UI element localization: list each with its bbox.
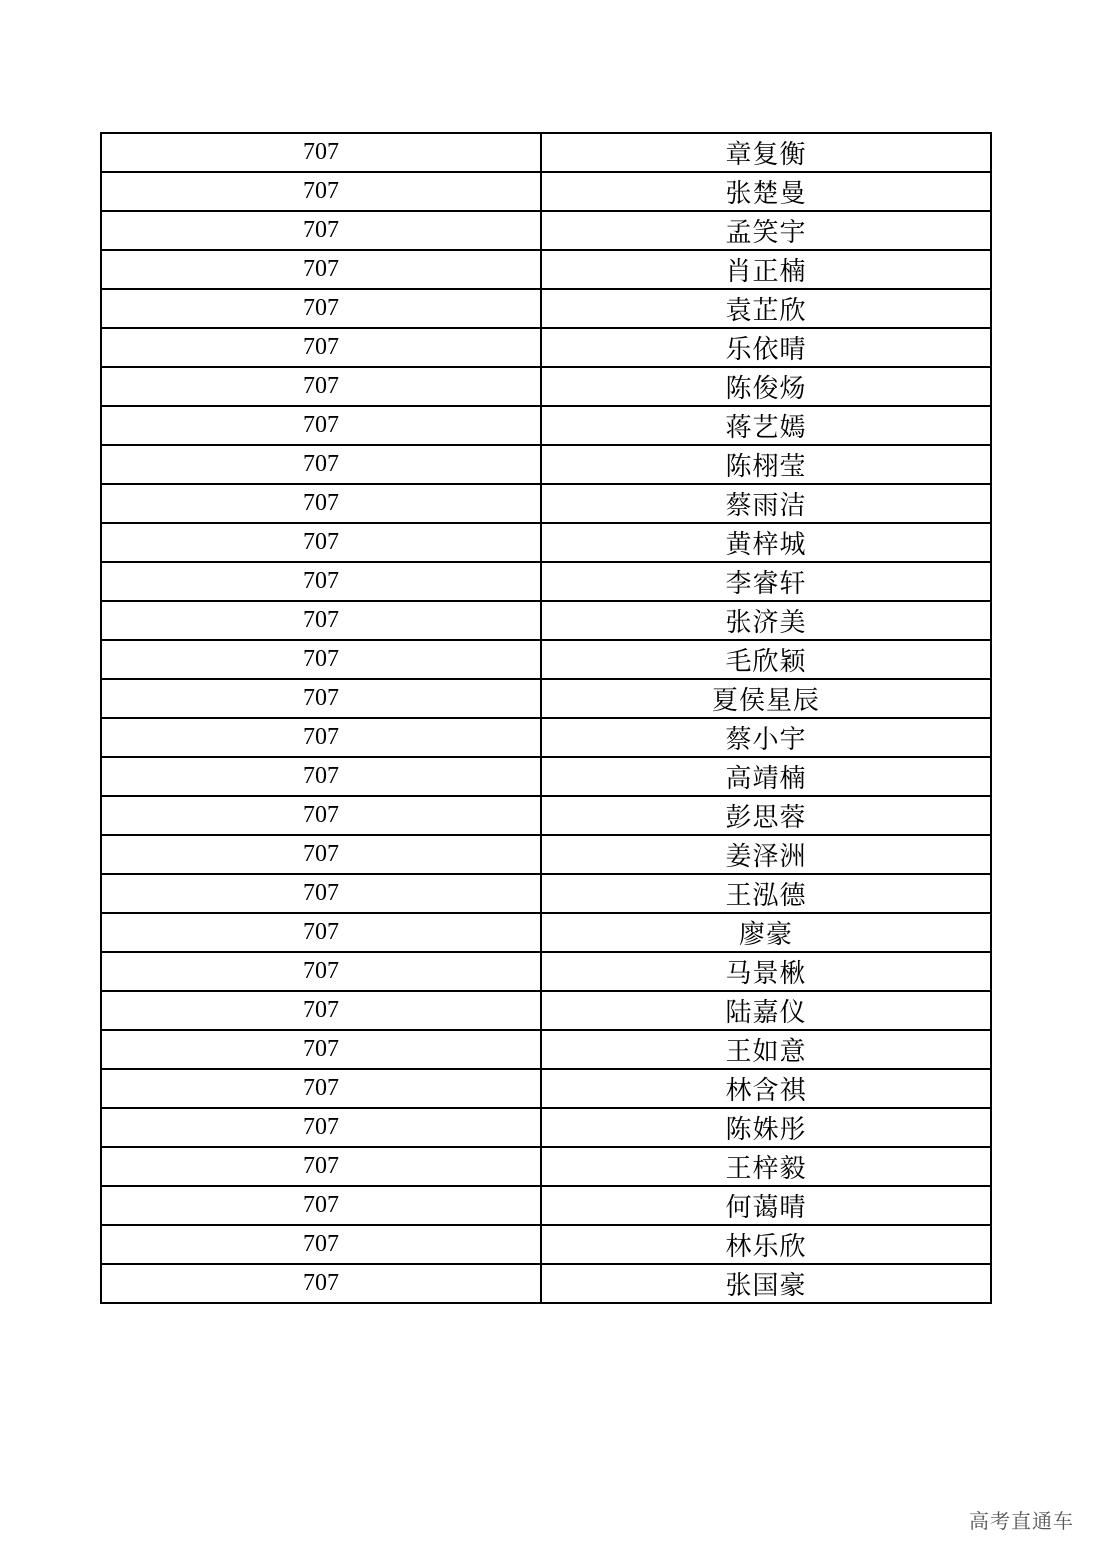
name-cell: 高靖楠 (541, 757, 991, 796)
score-cell: 707 (101, 835, 541, 874)
name-cell: 黄梓城 (541, 523, 991, 562)
name-cell: 李睿轩 (541, 562, 991, 601)
score-cell: 707 (101, 1108, 541, 1147)
score-cell: 707 (101, 1225, 541, 1264)
name-cell: 廖豪 (541, 913, 991, 952)
score-cell: 707 (101, 172, 541, 211)
table-row (101, 640, 991, 679)
name-cell: 王梓毅 (541, 1147, 991, 1186)
table-row (101, 1264, 991, 1303)
table-row (101, 874, 991, 913)
score-cell: 707 (101, 523, 541, 562)
name-cell: 林含祺 (541, 1069, 991, 1108)
table-row (101, 1069, 991, 1108)
name-cell: 姜泽洲 (541, 835, 991, 874)
score-cell: 707 (101, 796, 541, 835)
score-cell: 707 (101, 952, 541, 991)
name-cell: 蔡雨洁 (541, 484, 991, 523)
score-cell: 707 (101, 289, 541, 328)
score-cell: 707 (101, 250, 541, 289)
table-row (101, 1147, 991, 1186)
name-cell: 王泓德 (541, 874, 991, 913)
name-cell: 孟笑宇 (541, 211, 991, 250)
name-cell: 袁芷欣 (541, 289, 991, 328)
name-cell: 王如意 (541, 1030, 991, 1069)
table-row (101, 679, 991, 718)
table-row (101, 913, 991, 952)
table-body (101, 133, 991, 1303)
table-row (101, 601, 991, 640)
table-row (101, 1225, 991, 1264)
table-row (101, 172, 991, 211)
score-cell: 707 (101, 1186, 541, 1225)
score-table (100, 132, 992, 1304)
watermark-text: 高考直通车 (969, 1509, 1074, 1533)
table-row (101, 406, 991, 445)
name-cell: 何蔼晴 (541, 1186, 991, 1225)
name-cell: 马景楸 (541, 952, 991, 991)
table-row (101, 445, 991, 484)
score-cell: 707 (101, 640, 541, 679)
score-cell: 707 (101, 1030, 541, 1069)
score-cell: 707 (101, 991, 541, 1030)
score-cell: 707 (101, 562, 541, 601)
name-cell: 陈俊炀 (541, 367, 991, 406)
score-cell: 707 (101, 679, 541, 718)
table-row (101, 952, 991, 991)
score-cell: 707 (101, 211, 541, 250)
table-row (101, 133, 991, 172)
score-cell: 707 (101, 484, 541, 523)
score-cell: 707 (101, 367, 541, 406)
score-cell: 707 (101, 718, 541, 757)
score-cell: 707 (101, 1147, 541, 1186)
table-row (101, 757, 991, 796)
score-cell: 707 (101, 874, 541, 913)
score-cell: 707 (101, 328, 541, 367)
table-row (101, 1030, 991, 1069)
name-cell: 彭思蓉 (541, 796, 991, 835)
score-cell: 707 (101, 1069, 541, 1108)
table-row (101, 328, 991, 367)
table-row (101, 1108, 991, 1147)
name-cell: 肖正楠 (541, 250, 991, 289)
name-cell: 林乐欣 (541, 1225, 991, 1264)
table-row (101, 835, 991, 874)
table-row (101, 289, 991, 328)
name-cell: 张济美 (541, 601, 991, 640)
score-cell: 707 (101, 445, 541, 484)
table-row (101, 211, 991, 250)
table-row (101, 991, 991, 1030)
name-cell: 章复衡 (541, 133, 991, 172)
score-cell: 707 (101, 133, 541, 172)
table-row (101, 1186, 991, 1225)
score-cell: 707 (101, 1264, 541, 1303)
score-cell: 707 (101, 757, 541, 796)
name-cell: 夏侯星辰 (541, 679, 991, 718)
name-cell: 张楚曼 (541, 172, 991, 211)
table-row (101, 367, 991, 406)
table-row (101, 484, 991, 523)
name-cell: 蒋艺嫣 (541, 406, 991, 445)
table-row (101, 796, 991, 835)
score-cell: 707 (101, 601, 541, 640)
table-row (101, 562, 991, 601)
score-cell: 707 (101, 913, 541, 952)
name-cell: 陈栩莹 (541, 445, 991, 484)
score-cell: 707 (101, 406, 541, 445)
name-cell: 张国豪 (541, 1264, 991, 1303)
name-cell: 陈姝彤 (541, 1108, 991, 1147)
name-cell: 蔡小宇 (541, 718, 991, 757)
name-cell: 毛欣颖 (541, 640, 991, 679)
table-row (101, 523, 991, 562)
name-cell: 乐依晴 (541, 328, 991, 367)
name-cell: 陆嘉仪 (541, 991, 991, 1030)
table-row (101, 250, 991, 289)
table-row (101, 718, 991, 757)
